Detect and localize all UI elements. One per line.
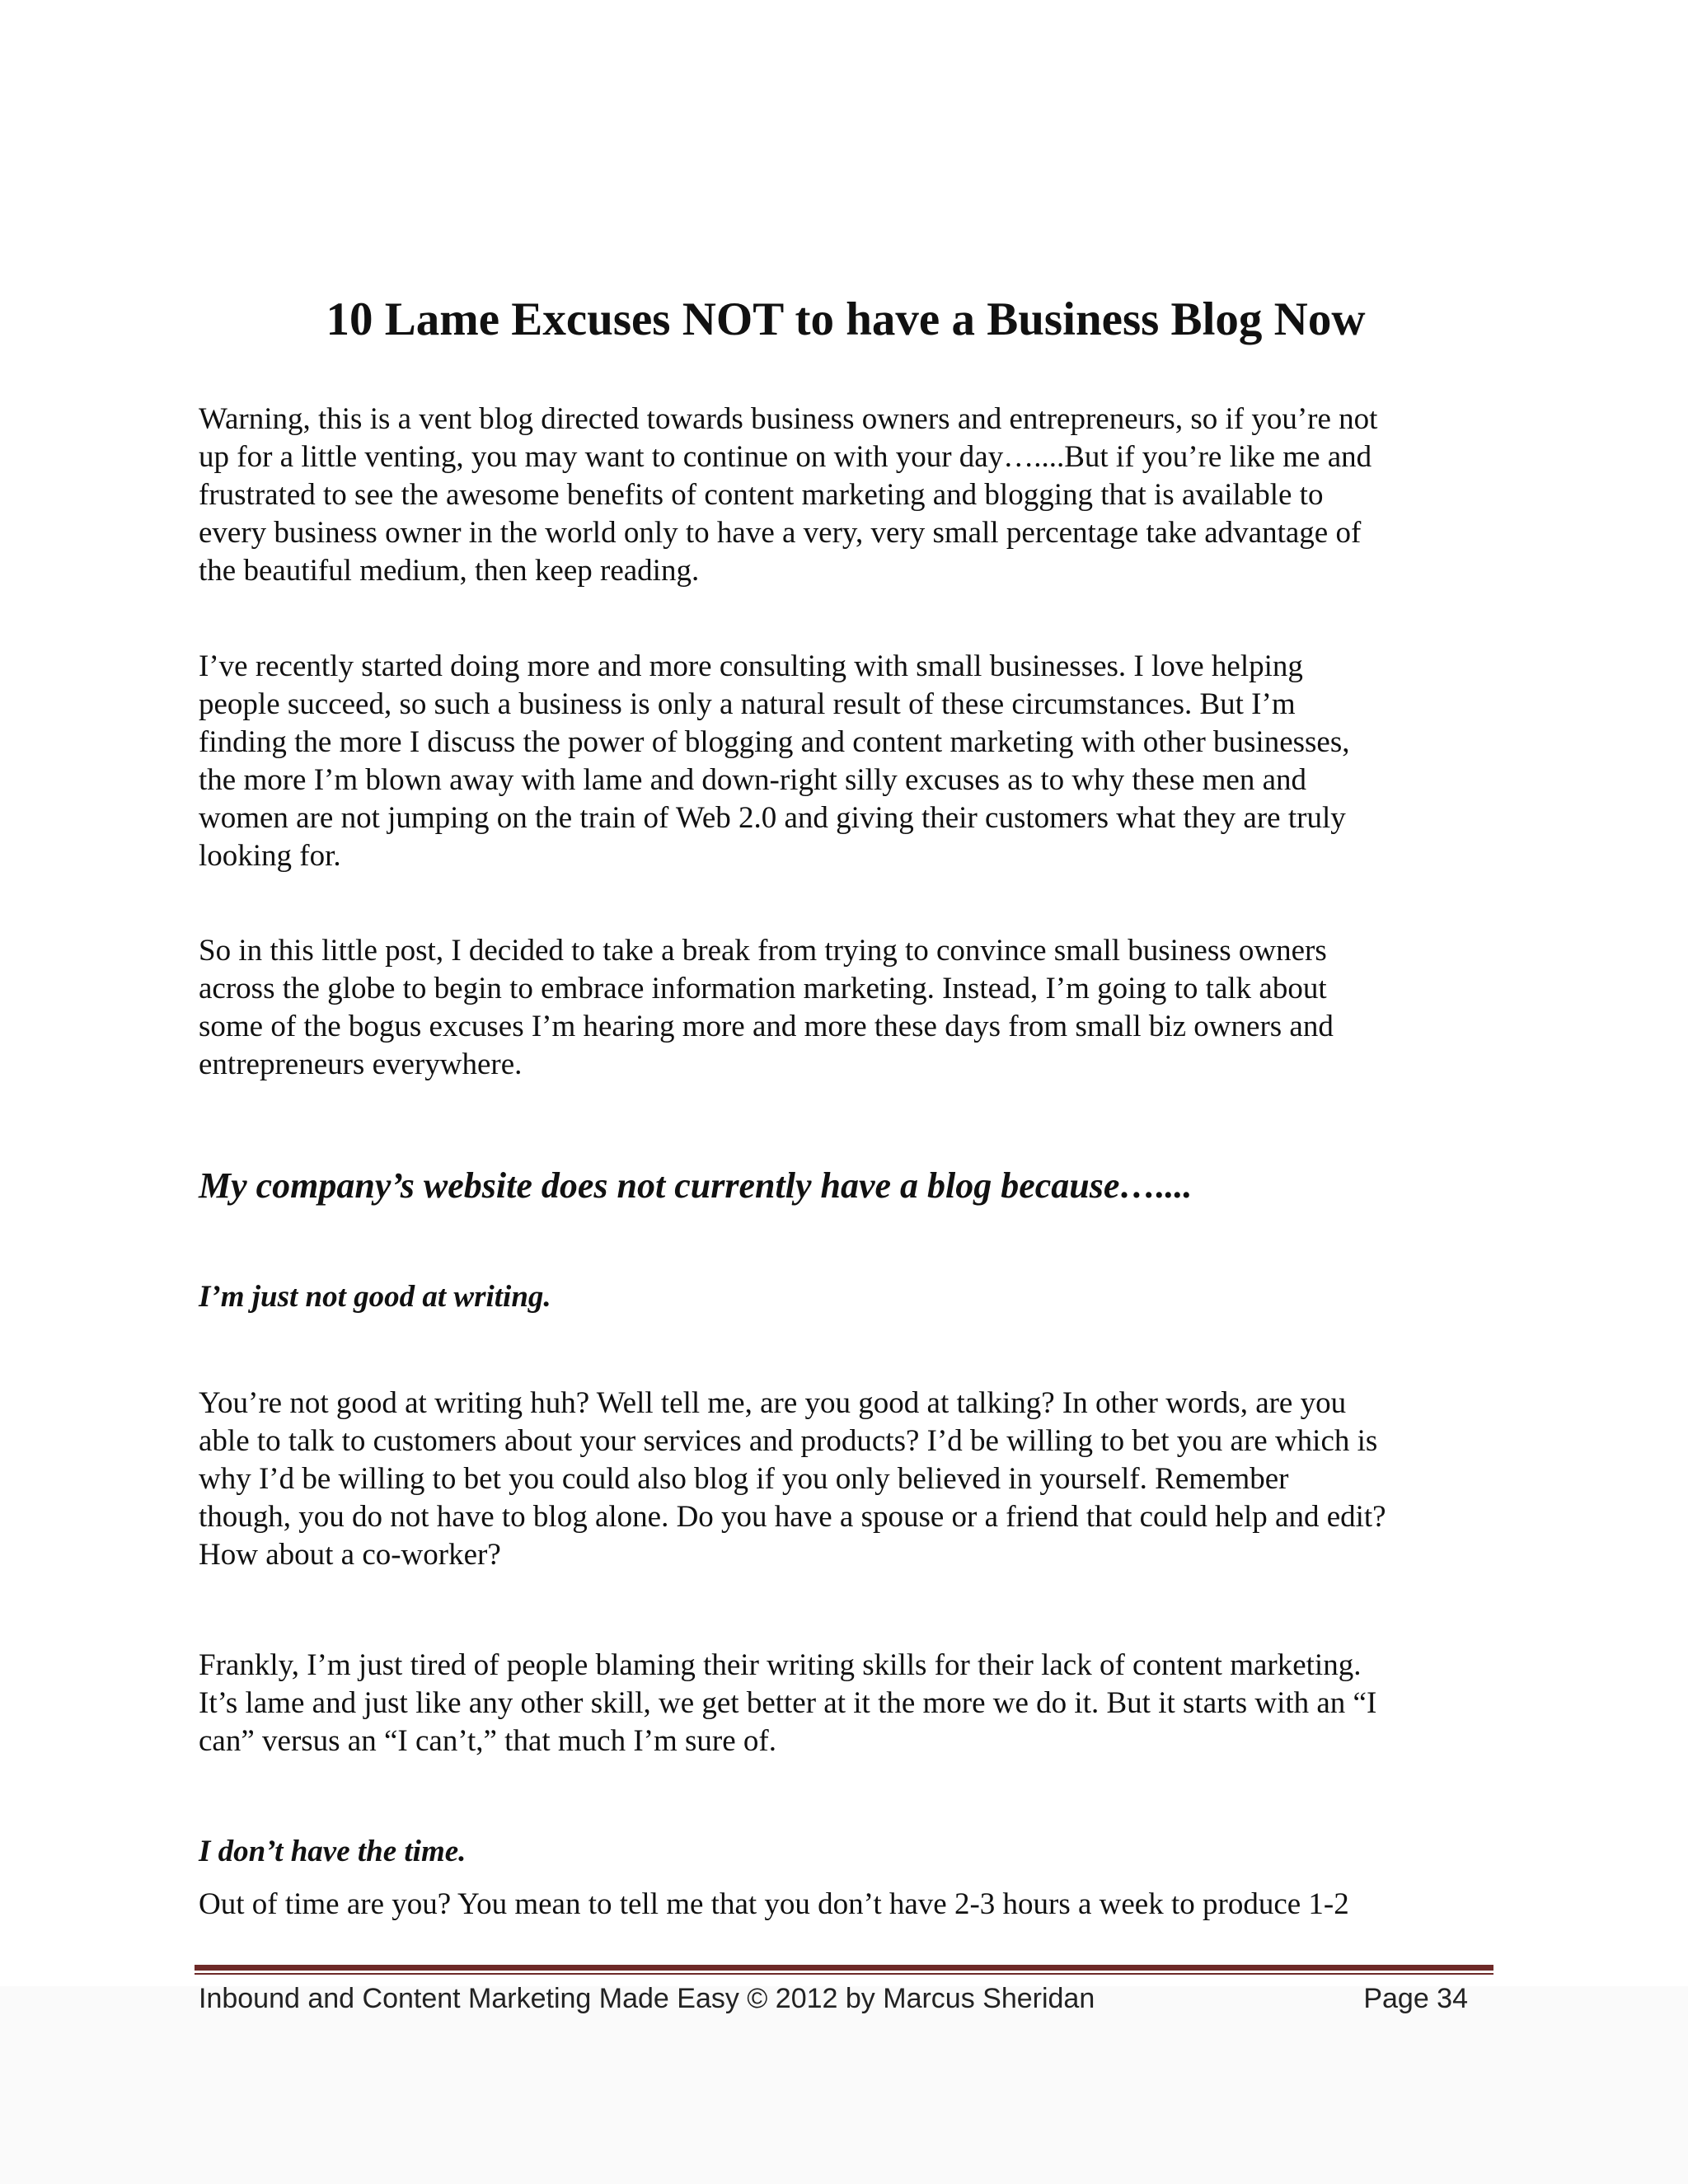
excuse-1-paragraph-2 — [199, 1647, 1493, 1760]
paragraph-line: It’s lame and just like any other skill, we get better at it the more we do it. But it starts with an “I — [199, 1686, 1377, 1720]
page-footer — [199, 1978, 1468, 2019]
footer-copyright: Inbound and Content Marketing Made Easy © 2012 by Marcus Sheridan — [199, 1983, 1095, 2014]
paragraph-line: I’ve recently started doing more and more consulting with small businesses. I love helping — [199, 649, 1303, 683]
excuse-1-paragraph-1 — [199, 1385, 1493, 1574]
intro-paragraph-3 — [199, 932, 1493, 1084]
paragraph-line: looking for. — [199, 839, 341, 873]
paragraph-line: up for a little venting, you may want to continue on with your day…....But if you’re like me and — [199, 440, 1372, 474]
paragraph-line: can” versus an “I can’t,” that much I’m sure of. — [199, 1724, 776, 1758]
paragraph-line: finding the more I discuss the power of blogging and content marketing with other businesses, — [199, 725, 1350, 759]
paragraph-line: able to talk to customers about your services and products? I’d be willing to bet you are which is — [199, 1424, 1378, 1458]
intro-paragraph-1 — [199, 401, 1493, 590]
paragraph-line: frustrated to see the awesome benefits of content marketing and blogging that is available to — [199, 478, 1324, 512]
intro-paragraph-2 — [199, 648, 1493, 875]
paragraph-line: You’re not good at writing huh? Well tell me, are you good at talking? In other words, are you — [199, 1386, 1347, 1420]
footer-divider — [195, 1965, 1493, 1971]
paragraph-line: How about a co-worker? — [199, 1538, 501, 1572]
paragraph-line: Warning, this is a vent blog directed towards business owners and entrepreneurs, so if you’re not — [199, 402, 1378, 436]
paragraph-line: Out of time are you? You mean to tell me that you don’t have 2-3 hours a week to produce 1-2 — [199, 1887, 1349, 1921]
excuse-2-paragraph-1 — [199, 1886, 1493, 1924]
paragraph-line: women are not jumping on the train of Web 2.0 and giving their customers what they are truly — [199, 801, 1346, 835]
paragraph-line: entrepreneurs everywhere. — [199, 1047, 523, 1081]
section-heading: My company’s website does not currently have a blog because….... — [199, 1165, 1193, 1206]
paragraph-line: So in this little post, I decided to take a break from trying to convince small business owners — [199, 934, 1327, 968]
paragraph-line: Frankly, I’m just tired of people blaming their writing skills for their lack of content marketing. — [199, 1648, 1362, 1682]
excuse-heading-writing: I’m just not good at writing. — [199, 1280, 551, 1314]
paragraph-line: why I’d be willing to bet you could also blog if you only believed in yourself. Remember — [199, 1462, 1289, 1496]
paragraph-line: every business owner in the world only to have a very, very small percentage take advantage of — [199, 516, 1362, 550]
paragraph-line: the beautiful medium, then keep reading. — [199, 554, 700, 588]
page-number: Page 34 — [1363, 1983, 1468, 2014]
excuse-heading-time: I don’t have the time. — [199, 1835, 467, 1868]
page-title: 10 Lame Excuses NOT to have a Business Blog Now — [326, 293, 1366, 345]
paragraph-line: people succeed, so such a business is only a natural result of these circumstances. But I’m — [199, 687, 1296, 721]
footer-divider-thin — [195, 1973, 1493, 1975]
paragraph-line: some of the bogus excuses I’m hearing more and more these days from small biz owners and — [199, 1010, 1334, 1043]
paragraph-line: across the globe to begin to embrace information marketing. Instead, I’m going to talk about — [199, 972, 1327, 1005]
paragraph-line: the more I’m blown away with lame and down-right silly excuses as to why these men and — [199, 763, 1307, 797]
paragraph-line: though, you do not have to blog alone. Do you have a spouse or a friend that could help and edit? — [199, 1500, 1386, 1534]
